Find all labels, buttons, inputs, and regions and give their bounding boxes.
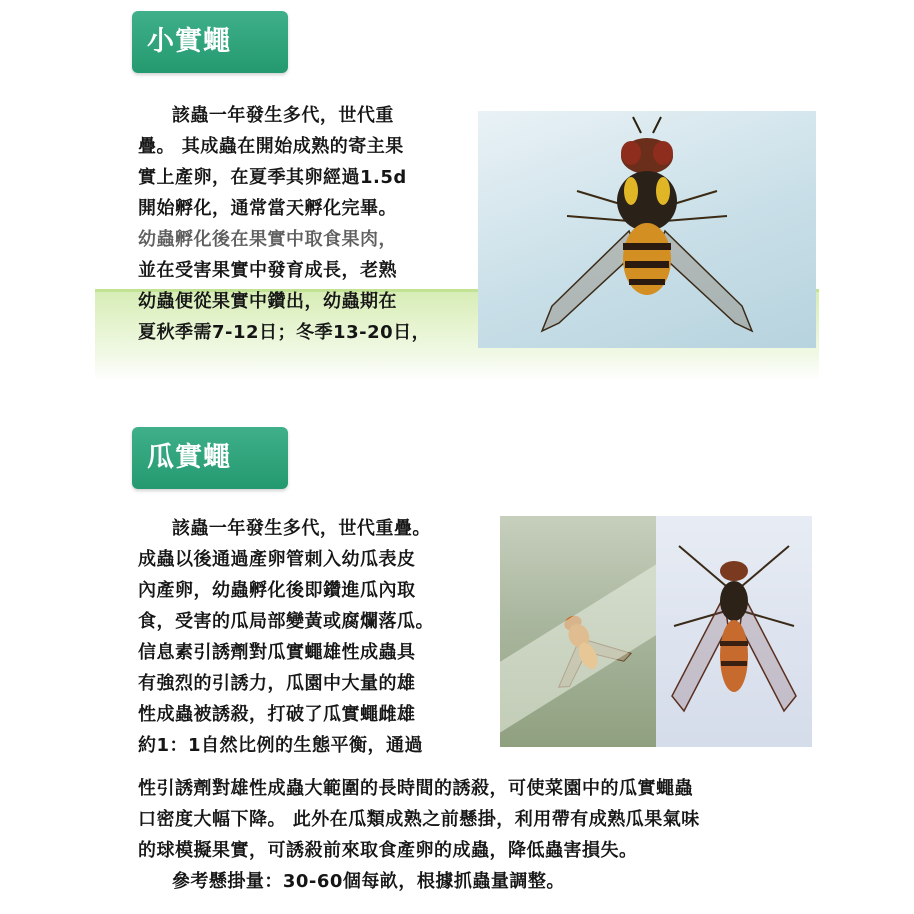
text-line: 性引誘劑對雄性成蟲大範圍的長時間的誘殺，可使菜園中的瓜實蠅蟲	[138, 778, 693, 799]
oriental-fruit-fly-description	[138, 100, 430, 348]
text-line: 開始孵化，通常當天孵化完畢。	[138, 198, 397, 219]
lure-usage-description	[138, 773, 700, 897]
text-line: 參考懸掛量：30-60個每畝，根據抓蟲量調整。	[138, 871, 565, 892]
text-line: 成蟲以後通過產卵管刺入幼瓜表皮	[138, 549, 416, 570]
section-title-melon-fly: 瓜實蠅	[132, 427, 288, 489]
text-line: 夏秋季需7-12日；冬季13-20日，	[138, 322, 431, 343]
text-line: 該蟲一年發生多代，世代重	[138, 105, 394, 126]
text-line: 實上產卵，在夏季其卵經過1.5d	[138, 167, 407, 188]
text-line: 內產卵，幼蟲孵化後即鑽進瓜內取	[138, 580, 416, 601]
section-title-oriental-fruit-fly: 小實蠅	[132, 11, 288, 73]
text-line: 的球模擬果實，可誘殺前來取食產卵的成蟲，降低蟲害損失。	[138, 840, 638, 861]
text-line: 該蟲一年發生多代，世代重疊。	[138, 518, 431, 539]
text-line: 幼蟲孵化後在果實中取食果肉，	[138, 229, 397, 250]
text-line: 並在受害果實中發育成長，老熟	[138, 260, 397, 281]
text-line: 信息素引誘劑對瓜實蠅雄性成蟲具	[138, 642, 416, 663]
text-line: 食，受害的瓜局部變黃或腐爛落瓜。	[138, 611, 434, 632]
melon-fly-description	[138, 513, 434, 761]
melon-fly-specimen-photo	[656, 516, 812, 747]
text-line: 性成蟲被誘殺，打破了瓜實蠅雌雄	[138, 704, 416, 725]
text-line: 幼蟲便從果實中鑽出，幼蟲期在	[138, 291, 397, 312]
text-line: 口密度大幅下降。 此外在瓜類成熟之前懸掛，利用帶有成熟瓜果氣味	[138, 809, 700, 830]
melon-fly-on-leaf-photo	[500, 516, 656, 747]
text-line: 約1：1自然比例的生態平衡，通過	[138, 735, 424, 756]
text-line: 疊。 其成蟲在開始成熟的寄主果	[138, 136, 404, 157]
oriental-fruit-fly-photo	[478, 111, 816, 348]
text-line: 有強烈的引誘力，瓜園中大量的雄	[138, 673, 416, 694]
